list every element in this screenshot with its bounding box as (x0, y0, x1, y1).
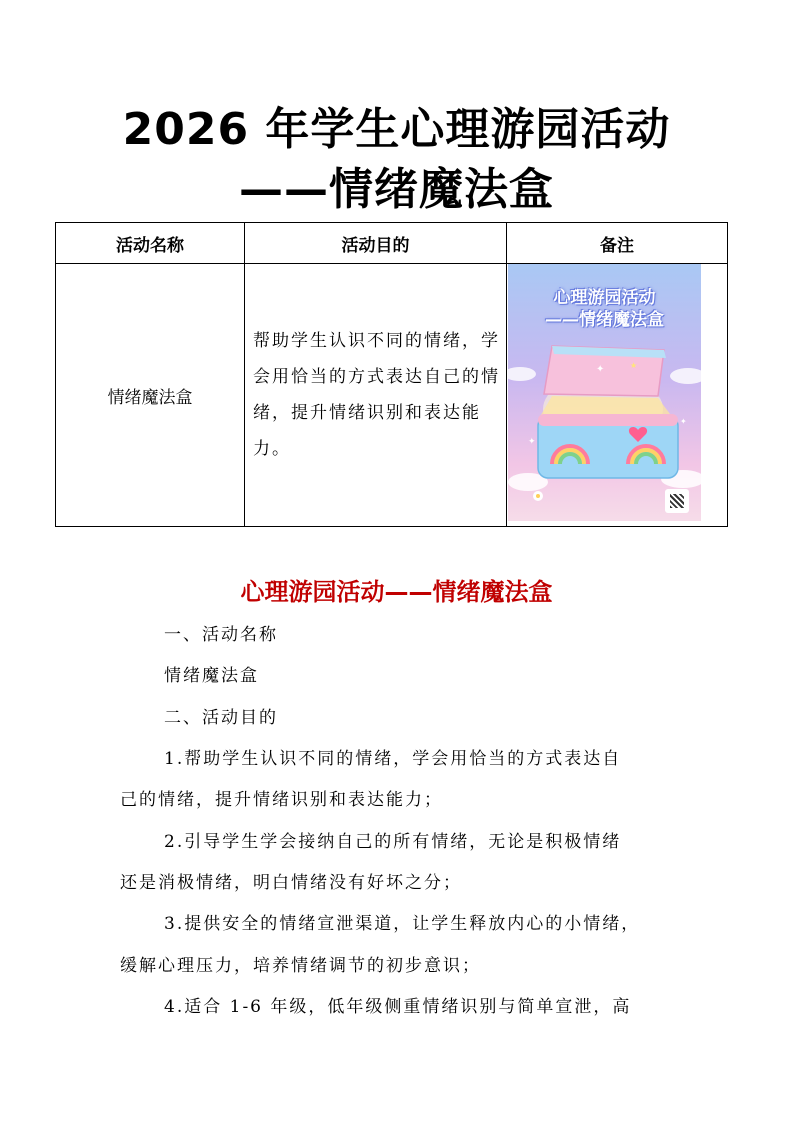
activity-table (55, 222, 728, 527)
header-activity-name: 活动名称 (56, 223, 245, 264)
document-title-line2: ——情绪魔法盒 (239, 164, 554, 215)
svg-text:★: ★ (630, 361, 638, 370)
activity-poster-image (508, 264, 701, 521)
purpose-line-1: 1.帮助学生认识不同的情绪，学会用恰当的方式表达自 (164, 749, 622, 769)
header-remark: 备注 (507, 223, 728, 264)
cell-activity-purpose: 帮助学生认识不同的情绪，学会用恰当的方式表达自己的情绪，提升情绪识别和表达能力。 (245, 264, 507, 527)
purpose-line-3: 2.引导学生学会接纳自己的所有情绪，无论是积极情绪 (164, 832, 622, 852)
purpose-line-5: 3.提供安全的情绪宣泄渠道，让学生释放内心的小情绪， (164, 914, 641, 934)
magic-box-illustration (508, 264, 701, 521)
activity-name-value: 情绪魔法盒 (164, 666, 259, 686)
section-title: 心理游园活动——情绪魔法盒 (240, 578, 553, 606)
cell-activity-name: 情绪魔法盒 (56, 264, 245, 527)
svg-text:✦: ✦ (528, 437, 536, 447)
purpose-line-2: 己的情绪，提升情绪识别和表达能力； (120, 790, 443, 810)
table-row (56, 264, 728, 527)
document-title-line1: 2026 年学生心理游园活动 (122, 104, 671, 155)
table-header-row (56, 223, 728, 264)
heading-activity-purpose: 二、活动目的 (164, 708, 278, 728)
purpose-line-6: 缓解心理压力，培养情绪调节的初步意识； (120, 956, 481, 976)
qr-code (665, 489, 689, 513)
header-activity-purpose: 活动目的 (245, 223, 507, 264)
purpose-line-7: 4.适合 1-6 年级，低年级侧重情绪识别与简单宣泄，高 (164, 997, 632, 1017)
cell-remark (507, 264, 728, 527)
poster-title-line1: 心理游园活动 (553, 288, 656, 308)
heading-activity-name: 一、活动名称 (164, 625, 278, 645)
purpose-line-4: 还是消极情绪，明白情绪没有好坏之分； (120, 873, 462, 893)
svg-text:✦: ✦ (596, 364, 605, 375)
poster-title-line2: ——情绪魔法盒 (545, 310, 664, 330)
svg-text:✦: ✦ (680, 417, 687, 426)
